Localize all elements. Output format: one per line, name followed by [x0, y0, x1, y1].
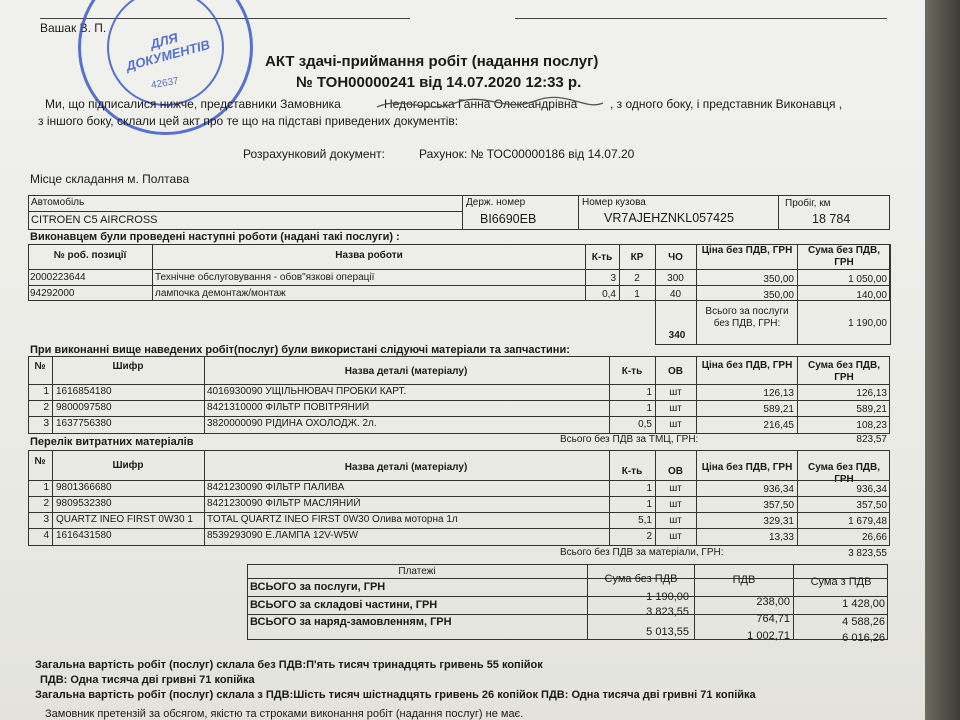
consumables-row-price: 13,33 [768, 532, 794, 543]
consumables-total-label: Всього без ПДВ за матеріали, ГРН: [560, 547, 724, 558]
parts-header-price: Ціна без ПДВ, ГРН [701, 360, 793, 371]
works-row-code: 2000223644 [30, 272, 86, 283]
consumables-row-code: 9809532380 [56, 498, 112, 509]
consumables-row-price: 329,31 [763, 516, 794, 527]
parts-row-unit: шт [669, 403, 682, 414]
parts-section-title: При виконанні вище наведених робіт(послуг) були використані слідуючі матеріали та запчастини: [30, 344, 570, 356]
parts-header-code: Шифр [112, 361, 144, 372]
settlement-label: Розрахунковий документ: [243, 147, 385, 161]
consumables-row-name: TOTAL QUARTZ INEO FIRST 0W30 Олива моторна 1л [207, 514, 458, 525]
parts-row-unit: шт [669, 419, 682, 430]
intro-line1-b: , з одного боку, і представник Виконавця , [610, 97, 843, 111]
consumables-header-unit: ОВ [668, 466, 683, 477]
payments-row-gross: 1 428,00 [842, 598, 885, 610]
parts-row-price: 216,45 [763, 420, 794, 431]
parts-header-sum: Сума без ПДВ, ГРН [807, 360, 881, 383]
footer-total-gross: Загальна вартість робіт (послуг) склала з ПДВ:Шість тисяч шістнадцять гривень 26 копійок ПДВ: Одна тисяча дві гривні 71 копійка [35, 689, 756, 701]
vin-label: Номер кузова [582, 197, 646, 208]
consumables-row-qty: 1 [646, 483, 652, 494]
works-header-qty: К-ть [591, 252, 613, 263]
parts-row-n: 1 [43, 386, 49, 397]
consumables-row-price: 936,34 [763, 484, 794, 495]
works-row-price: 350,00 [763, 290, 794, 301]
payments-row-label: ВСЬОГО за послуги, ГРН [250, 581, 386, 593]
consumables-header-n: № [34, 456, 46, 467]
parts-row-n: 3 [43, 418, 49, 429]
parts-row-qty: 1 [646, 387, 652, 398]
consumables-row-unit: шт [669, 531, 682, 542]
consumables-row-sum: 936,34 [856, 484, 887, 495]
works-header-kr: КР [630, 252, 644, 263]
payments-row-gross: 6 016,26 [842, 632, 885, 644]
document-number: № ТОН00000241 від 14.07.2020 12:33 р. [296, 74, 582, 91]
consumables-row-name: 8421230090 ФІЛЬТР ПАЛИВА [207, 482, 345, 493]
works-row-sum: 1 050,00 [848, 274, 887, 285]
consumables-header-code: Шифр [112, 460, 144, 471]
payments-header-vat: ПДВ [732, 574, 756, 586]
plate-number: BI6690EB [480, 212, 537, 226]
consumables-header-name: Назва деталі (матеріалу) [344, 462, 468, 473]
works-row-name: Технічне обслуговування - обов"язкові операції [155, 272, 375, 283]
payments-row-vat: 238,00 [756, 596, 790, 608]
consumables-row-sum: 1 679,48 [848, 516, 887, 527]
parts-row-name: 8421310000 ФІЛЬТР ПОВІТРЯНИЙ [207, 402, 370, 413]
stamp-number: 42637 [150, 75, 180, 92]
payments-row-vat: 1 002,71 [747, 630, 790, 642]
payments-row-label: ВСЬОГО за складові частини, ГРН [250, 599, 438, 611]
consumables-row-sum: 357,50 [856, 500, 887, 511]
parts-row-code: 1637756380 [56, 418, 112, 429]
top-rule-right [515, 18, 887, 19]
payments-header-net: Сума без ПДВ [604, 573, 678, 585]
parts-row-sum: 108,23 [856, 420, 887, 431]
works-section-title: Виконавцем були проведені наступні роботи (надані такі послуги) : [30, 231, 400, 243]
vin-number: VR7AJEHZNKL057425 [604, 211, 734, 225]
consumables-row-unit: шт [669, 515, 682, 526]
consumables-row-n: 3 [43, 514, 49, 525]
parts-header-qty: К-ть [621, 366, 643, 377]
mileage-value: 18 784 [812, 212, 851, 226]
invoice-ref: Рахунок: № ТОС00000186 від 14.07.20 [419, 147, 635, 161]
works-row-price: 350,00 [763, 274, 794, 285]
car-label: Автомобіль [31, 197, 85, 208]
addressee: Вашак В. П. [40, 21, 107, 35]
works-row-code: 94292000 [30, 288, 75, 299]
parts-total-value: 823,57 [856, 434, 887, 445]
parts-row-qty: 0,5 [638, 419, 652, 430]
intro-name: Недогорська Ганна Олександрівна [384, 97, 578, 111]
works-header-name: Назва роботи [335, 250, 403, 261]
works-header-cho: ЧО [668, 252, 683, 263]
consumables-row-n: 4 [43, 530, 49, 541]
parts-row-code: 9800097580 [56, 402, 112, 413]
consumables-row-n: 1 [43, 482, 49, 493]
parts-row-unit: шт [669, 387, 682, 398]
works-header-code: № роб. позиції [53, 250, 127, 261]
payments-row-net: 3 823,55 [646, 606, 689, 618]
parts-row-n: 2 [43, 402, 49, 413]
works-row-kr: 2 [634, 273, 640, 284]
parts-row-sum: 126,13 [856, 388, 887, 399]
parts-header-n: № [34, 361, 46, 372]
consumables-row-name: 8421230090 ФІЛЬТР МАСЛЯНИЙ [207, 498, 361, 509]
document-title: АКТ здачі-приймання робіт (надання послуг) [265, 53, 599, 70]
consumables-row-qty: 1 [646, 499, 652, 510]
parts-row-code: 1616854180 [56, 386, 112, 397]
payments-row-net: 5 013,55 [646, 626, 689, 638]
works-row-qty: 3 [610, 273, 616, 284]
parts-row-name: 4016930090 УЩІЛЬНЮВАЧ ПРОБКИ КАРТ. [207, 386, 407, 397]
footer-no-claims: Замовник претензій за обсягом, якістю та строками виконання робіт (надання послуг) не має. [45, 708, 524, 720]
works-header-price: Ціна без ПДВ, ГРН [701, 245, 793, 256]
consumables-row-code: 1616431580 [56, 530, 112, 541]
works-total-cho: 340 [668, 330, 686, 341]
parts-row-name: 3820000090 РІДИНА ОХОЛОДЖ. 2л. [207, 418, 377, 429]
consumables-header-sum: Сума без ПДВ, ГРН [807, 462, 881, 485]
consumables-row-name: 8539293090 Е.ЛАМПА 12V-W5W [207, 530, 359, 541]
intro-line2: з іншого боку, склали цей акт про те що на підставі приведених документів: [38, 114, 459, 128]
payments-header-label: Платежі [398, 566, 436, 577]
consumables-header-qty: К-ть [621, 466, 643, 477]
parts-row-sum: 589,21 [856, 404, 887, 415]
consumables-header-price: Ціна без ПДВ, ГРН [701, 462, 793, 473]
consumables-row-code: QUARTZ INEO FIRST 0W30 1 [56, 514, 193, 525]
works-row-cho: 300 [667, 273, 684, 284]
consumables-row-price: 357,50 [763, 500, 794, 511]
consumables-row-n: 2 [43, 498, 49, 509]
car-model: CITROEN C5 AIRCROSS [31, 214, 158, 226]
plate-label: Держ. номер [466, 197, 526, 208]
background-edge [925, 0, 960, 720]
consumables-row-unit: шт [669, 483, 682, 494]
consumables-row-qty: 2 [646, 531, 652, 542]
consumables-row-qty: 5,1 [638, 515, 652, 526]
payments-row-net: 1 190,00 [646, 591, 689, 603]
works-row-sum: 140,00 [856, 290, 887, 301]
footer-total-net: Загальна вартість робіт (послуг) склала без ПДВ:П'ять тисяч тринадцять гривень 55 копійок [35, 659, 543, 671]
works-row-kr: 1 [634, 289, 640, 300]
parts-header-unit: ОВ [668, 366, 683, 377]
payments-row-gross: 4 588,26 [842, 616, 885, 628]
works-header-sum: Сума без ПДВ, ГРН [807, 245, 881, 268]
place-of-issue: Місце складання м. Полтава [30, 172, 190, 186]
stamp-text: ДЛЯ ДОКУМЕНТІВ [124, 29, 212, 74]
consumables-row-sum: 26,66 [861, 532, 887, 543]
works-total-label: Всього за послуги без ПДВ, ГРН: [705, 306, 789, 329]
payments-header-gross: Сума з ПДВ [810, 576, 872, 588]
parts-row-qty: 1 [646, 403, 652, 414]
payments-row-vat: 764,71 [756, 613, 790, 625]
works-row-name: лампочка демонтаж/монтаж [155, 288, 286, 299]
parts-total-label: Всього без ПДВ за ТМЦ, ГРН: [560, 434, 699, 445]
consumables-total-value: 3 823,55 [848, 548, 887, 559]
parts-header-name: Назва деталі (матеріалу) [344, 366, 468, 377]
consumables-row-unit: шт [669, 499, 682, 510]
parts-row-price: 126,13 [763, 388, 794, 399]
consumables-section-title: Перелік витратних матеріалів [30, 436, 194, 448]
payments-row-label: ВСЬОГО за наряд-замовленням, ГРН [250, 616, 452, 628]
mileage-label: Пробіг, км [785, 198, 831, 209]
consumables-row-code: 9801366680 [56, 482, 112, 493]
parts-row-price: 589,21 [763, 404, 794, 415]
works-total-value: 1 190,00 [848, 318, 887, 329]
footer-vat: ПДВ: Одна тисяча дві гривні 71 копійка [40, 674, 255, 686]
intro-line1-a: Ми, що підписалися нижче, представники Замовника [45, 97, 341, 111]
works-row-qty: 0,4 [602, 289, 616, 300]
works-row-cho: 40 [669, 289, 682, 300]
